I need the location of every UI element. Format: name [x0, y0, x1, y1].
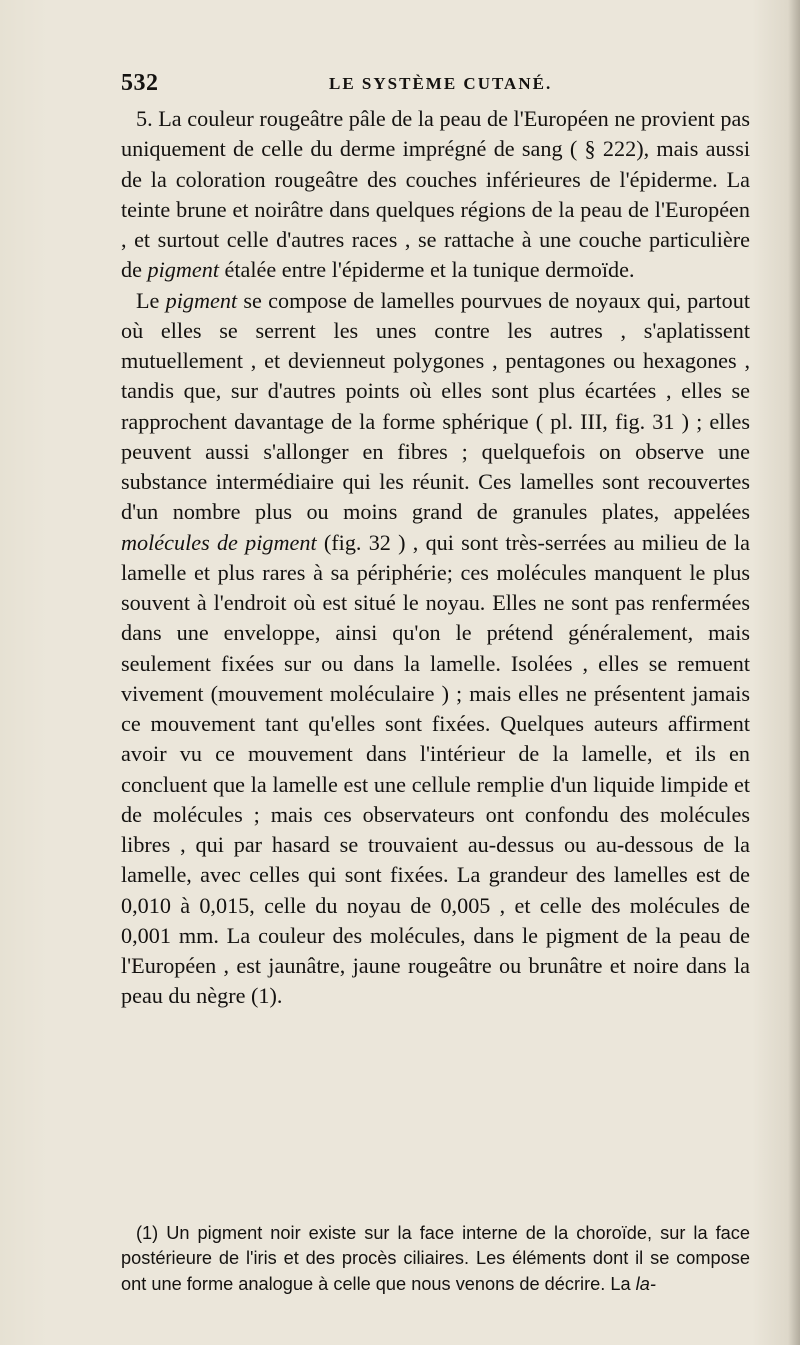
running-head: LE SYSTÈME CUTANÉ. — [329, 74, 553, 93]
page-header — [121, 70, 741, 104]
page-number: 532 — [121, 70, 159, 96]
paragraph-1-italic: pigment — [147, 257, 219, 283]
paragraph-2-italic-a: pigment — [165, 287, 238, 313]
paragraph-2-text-a: Le — [136, 287, 166, 313]
footnote-italic: la- — [635, 1273, 656, 1294]
paragraph-1-text-a: 5. La couleur rougeâtre pâle de la peau de l'Européen ne provient pas uniquement de celle du derme imprégné de sang ( § 222), mais aussi de la coloration rougeâtre des couches inférieures de l'épiderme. La teinte brune et noirâtre dans quelques régions de la peau de l'Européen , et surtout celle d'autres races , se rattache à une couche particulière de — [121, 106, 750, 283]
page-edge-shadow — [788, 0, 800, 1345]
paragraph-2-text-c: (fig. 32 ) , qui sont très-serrées au milieu de la lamelle et plus rares à sa périphérie; ces molécules manquent le plus souvent à l'endroit où est situé le noyau. Elles ne sont pas renfermées dans une enveloppe, ainsi qu'on le prétend généralement, mais seulement fixées sur ou dans la lamelle. Isolées , elles se remuent vivement (mouvement moléculaire ) ; mais elles ne présentent jamais ce mouvement tant qu'elles sont fixées. Quelques auteurs affirment avoir vu ce mouvement dans l'intérieur de la lamelle, et ils en concluent que la lamelle est une cellule remplie d'un liquide limpide et de molécules ; mais ces observateurs ont confondu des molécules libres , qui par hasard se trouvaient au-dessus ou au-dessous de la lamelle, avec celles qui sont fixées. La grandeur des lamelles est de 0,010 à 0,015, celle du noyau de 0,005 , et celle des molécules de 0,001 mm. La couleur des molécules, dans le pigment de la peau de l'Européen , est jaunâtre, jaune rougeâtre ou brunâtre et noire dans la peau du nègre (1). — [121, 529, 750, 1009]
footnote-text: (1) Un pigment noir existe sur la face interne de la choroïde, sur la face postérieure de l'iris et des procès ciliaires. Les éléments dont il se compose ont une forme analogue à celle que nous venons de décrire. La — [121, 1223, 750, 1294]
paragraph-1-text-b: étalée entre l'épiderme et la tunique dermoïde. — [218, 257, 635, 283]
paragraph-1 — [121, 104, 750, 286]
paragraph-2-text-b: se compose de lamelles pourvues de noyaux qui, partout où elles se serrent les unes contre les autres , s'aplatissent mutuellement , et devienneut polygones , pentagones ou hexagones , tandis que, sur d'autres points où elles sont plus écartées , elles se rapprochent davantage de la forme sphérique ( pl. III, fig. 31 ) ; elles peuvent aussi s'allonger en fibres ; quelquefois on observe une substance intermédiaire qui les réunit. Ces lamelles sont recouvertes d'un nombre plus ou moins grand de granules plates, appelées — [121, 287, 750, 525]
footnote-1 — [121, 1221, 750, 1297]
paragraph-2-italic-b: molécules de pigment — [121, 529, 317, 555]
footnote — [121, 1221, 750, 1297]
paragraph-2 — [121, 286, 750, 1012]
body-text — [121, 104, 750, 1012]
